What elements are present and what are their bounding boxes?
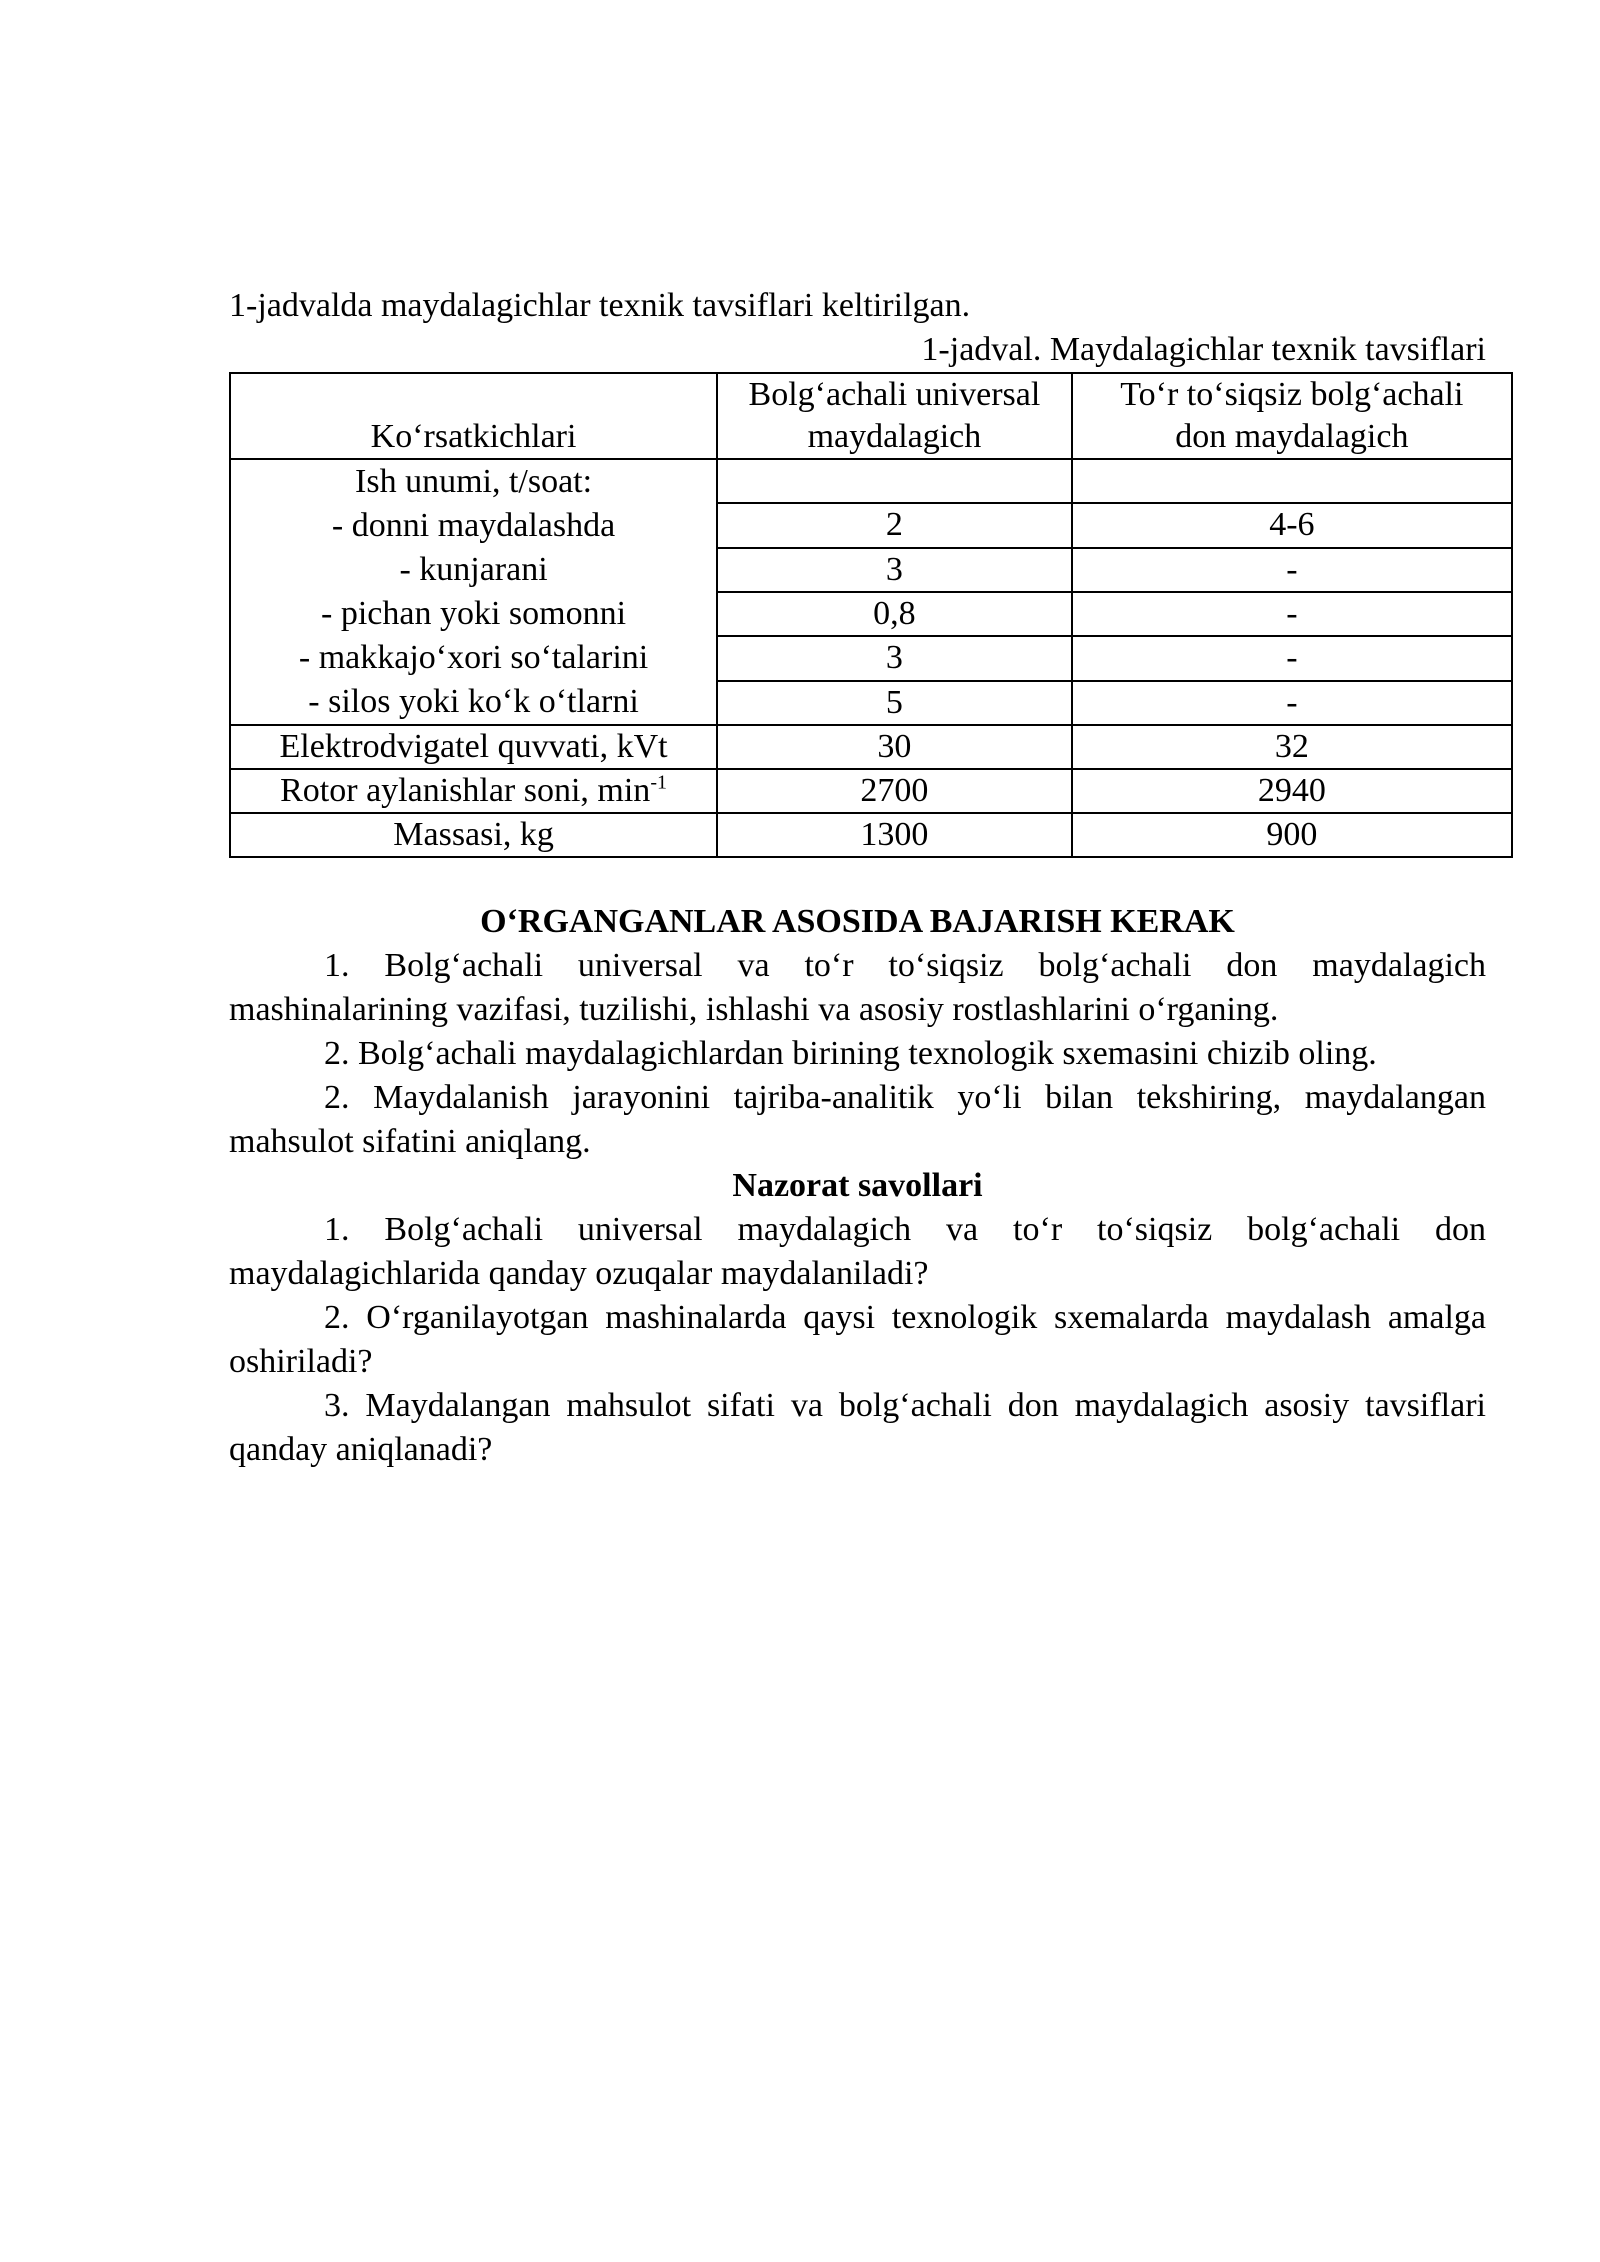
productivity-label: Ish unumi, t/soat: bbox=[355, 463, 593, 500]
productivity-item: - makkajoʻxori soʻtalarini bbox=[298, 639, 649, 676]
table-cell: 3 bbox=[717, 636, 1072, 680]
row-label: Massasi, kg bbox=[230, 813, 717, 857]
header-indicator: Koʻrsatkichlari bbox=[230, 373, 717, 459]
task-item: 1. Bolgʻachali universal va toʻr toʻsiqsiz bolgʻachali don maydalagich mashinalarining vazifasi, tuzilishi, ishlashi va asosiy rostlashlarini oʻrganing. bbox=[229, 947, 1486, 1028]
task-item: 2. Bolgʻachali maydalagichlardan birining texnologik sxemasini chizib oling. bbox=[324, 1035, 1377, 1072]
table-cell: 5 bbox=[717, 681, 1072, 725]
productivity-item: - pichan yoki somonni bbox=[321, 595, 627, 632]
table-cell: 0,8 bbox=[717, 592, 1072, 636]
table-cell: 3 bbox=[717, 548, 1072, 592]
row-label: Rotor aylanishlar soni, $\min^{-1}$ bbox=[230, 769, 717, 813]
header-col1 bbox=[717, 373, 1072, 459]
page-content bbox=[229, 284, 1486, 1472]
header-col2-line1: Toʻr toʻsiqsiz bolgʻachali bbox=[1120, 376, 1464, 413]
control-heading: Nazorat savollari bbox=[732, 1167, 983, 1204]
table-row bbox=[230, 725, 1512, 769]
table-header-row bbox=[230, 373, 1512, 459]
header-col2-line2: don maydalagich bbox=[1175, 418, 1409, 455]
productivity-item: - silos yoki koʻk oʻtlarni bbox=[308, 683, 639, 720]
table-cell: - bbox=[1072, 681, 1512, 725]
table-cell: 30 bbox=[717, 725, 1072, 769]
table-cell: 2 bbox=[717, 503, 1072, 547]
table-cell: 2700 bbox=[717, 769, 1072, 813]
task-item: 2. Maydalanish jarayonini tajriba-analitik yoʻli bilan tekshiring, maydalangan mahsulot sifatini aniqlang. bbox=[229, 1079, 1486, 1160]
table-cell: 1300 bbox=[717, 813, 1072, 857]
intro-text: 1-jadvalda maydalagichlar texnik tavsiflari keltirilgan. bbox=[229, 287, 971, 324]
section-heading: OʻRGANGANLAR ASOSIDA BAJARISH KERAK bbox=[480, 903, 1235, 940]
productivity-item: - kunjarani bbox=[399, 551, 548, 588]
table-cell-empty bbox=[717, 459, 1072, 503]
table-cell: 4-6 bbox=[1072, 503, 1512, 547]
productivity-item: - donni maydalashda bbox=[331, 507, 616, 544]
productivity-label-cell bbox=[230, 459, 717, 725]
table-cell-empty bbox=[1072, 459, 1512, 503]
question-item: 3. Maydalangan mahsulot sifati va bolgʻachali don maydalagich asosiy tavsiflari qanday aniqlanadi? bbox=[229, 1387, 1486, 1468]
header-col1-line2: maydalagich bbox=[807, 418, 982, 455]
table-row bbox=[230, 813, 1512, 857]
table-row bbox=[230, 459, 1512, 503]
superscript: -1 bbox=[650, 771, 667, 794]
table-row bbox=[230, 769, 1512, 813]
specs-table bbox=[229, 372, 1513, 858]
question-item: 2. Oʻrganilayotgan mashinalarda qaysi texnologik sxemalarda maydalash amalga oshiriladi? bbox=[229, 1299, 1486, 1380]
table-cell: - bbox=[1072, 548, 1512, 592]
question-item: 1. Bolgʻachali universal maydalagich va toʻr toʻsiqsiz bolgʻachali don maydalagichlarida qanday ozuqalar maydalaniladi? bbox=[229, 1211, 1486, 1292]
row-label: Elektrodvigatel quvvati, kVt bbox=[230, 725, 717, 769]
table-cell: - bbox=[1072, 592, 1512, 636]
table-cell: 32 bbox=[1072, 725, 1512, 769]
header-col2 bbox=[1072, 373, 1512, 459]
header-col1-line1: Bolgʻachali universal bbox=[748, 376, 1041, 413]
table-cell: - bbox=[1072, 636, 1512, 680]
table-cell: 900 bbox=[1072, 813, 1512, 857]
table-caption: 1-jadval. Maydalagichlar texnik tavsiflari bbox=[921, 331, 1486, 368]
table-cell: 2940 bbox=[1072, 769, 1512, 813]
